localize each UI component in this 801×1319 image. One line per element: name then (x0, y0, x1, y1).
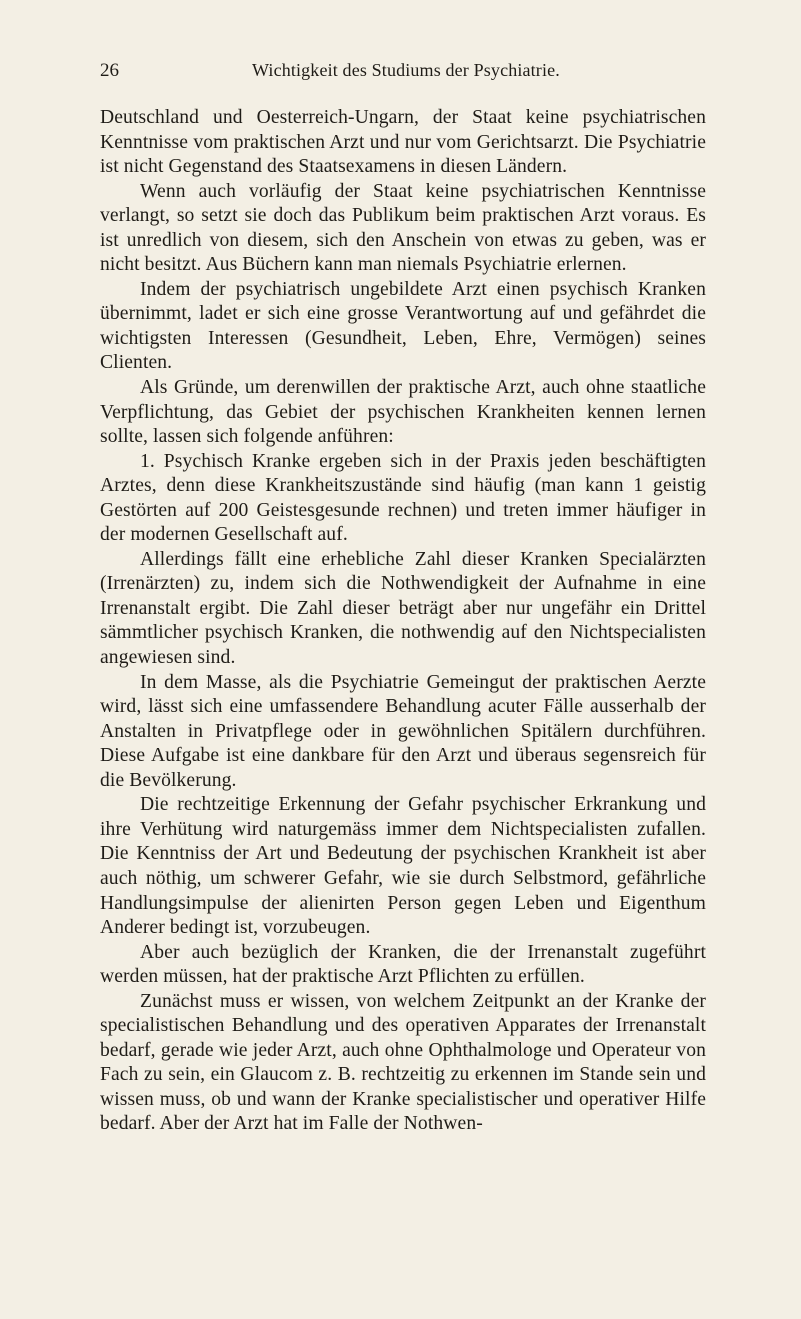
paragraph-continuation: Deutschland und Oesterreich-Ungarn, der Staat keine psychiatrischen Kenntnisse vom praktischen Arzt und nur vom Gerichtsarzt. Die Psychiatrie ist nicht Gegenstand des Staatsexamens in diesen Ländern. (100, 107, 706, 178)
paragraph: Als Gründe, um derenwillen der praktische Arzt, auch ohne staatliche Verpflichtung, das Gebiet der psychischen Krankheiten kennen lernen sollte, lassen sich folgende anführen: (100, 377, 706, 448)
running-header (100, 60, 706, 90)
running-title: Wichtigkeit des Studiums der Psychiatrie. (252, 60, 560, 80)
paragraph: Allerdings fällt eine erhebliche Zahl dieser Kranken Specialärzten (Irrenärzten) zu, indem sich die Nothwendigkeit der Aufnahme in eine Irrenanstalt ergibt. Die Zahl dieser beträgt aber nur ungefähr ein Drittel sämmtlicher psychisch Kranken, die nothwendig auf den Nichtspecialisten angewiesen sind. (100, 548, 706, 669)
paragraph: Wenn auch vorläufig der Staat keine psychiatrischen Kenntnisse verlangt, so setzt sie doch das Publikum beim praktischen Arzt voraus. Es ist unredlich von diesem, sich den Anschein von etwas zu geben, was er nicht besitzt. Aus Büchern kann man niemals Psychiatrie erlernen. (100, 180, 706, 276)
paragraph: In dem Masse, als die Psychiatrie Gemeingut der praktischen Aerzte wird, lässt sich eine umfassendere Behandlung acuter Fälle ausserhalb der Anstalten in Privatpflege oder in gewöhnlichen Spitälern durchführen. Diese Aufgabe ist eine dankbare für den Arzt und überaus segensreich für die Bevölkerung. (100, 671, 706, 791)
body-text (100, 106, 706, 1137)
paragraph: Indem der psychiatrisch ungebildete Arzt einen psychisch Kranken übernimmt, ladet er sich eine grosse Verantwortung auf und gefährdet die wichtigsten Interessen (Gesundheit, Leben, Ehre, Vermögen) seines Clienten. (100, 278, 706, 374)
paragraph: Aber auch bezüglich der Kranken, die der Irrenanstalt zugeführt werden müssen, hat der praktische Arzt Pflichten zu erfüllen. (100, 941, 706, 988)
paragraph: Die rechtzeitige Erkennung der Gefahr psychischer Erkrankung und ihre Verhütung wird naturgemäss immer dem Nichtspecialisten zufallen. Die Kenntniss der Art und Bedeutung der psychischen Krankheit ist aber auch nöthig, um schwerer Gefahr, wie sie durch Selbstmord, gefährliche Handlungsimpulse der alienirten Person gegen Leben und Eigenthum Anderer bedingt ist, vorzubeugen. (100, 794, 706, 939)
paragraph: Zunächst muss er wissen, von welchem Zeitpunkt an der Kranke der specialistischen Behandlung und des operativen Apparates der Irrenanstalt bedarf, gerade wie jeder Arzt, auch ohne Ophthalmologe und Operateur von Fach zu sein, ein Glaucom z. B. rechtzeitig zu erkennen im Stande sein und wissen muss, ob und wann der Kranke specialistischer und operativer Hilfe bedarf. Aber der Arzt hat im Falle der Nothwen- (100, 990, 706, 1135)
paragraph-numbered: 1. Psychisch Kranke ergeben sich in der Praxis jeden beschäftigten Arztes, denn diese Krankheitszustände sind häufig (man kann 1 geistig Gestörten auf 200 Geistesgesunde rechnen) und treten immer häufiger in der modernen Gesellschaft auf. (100, 450, 706, 546)
page-number: 26 (100, 60, 119, 81)
